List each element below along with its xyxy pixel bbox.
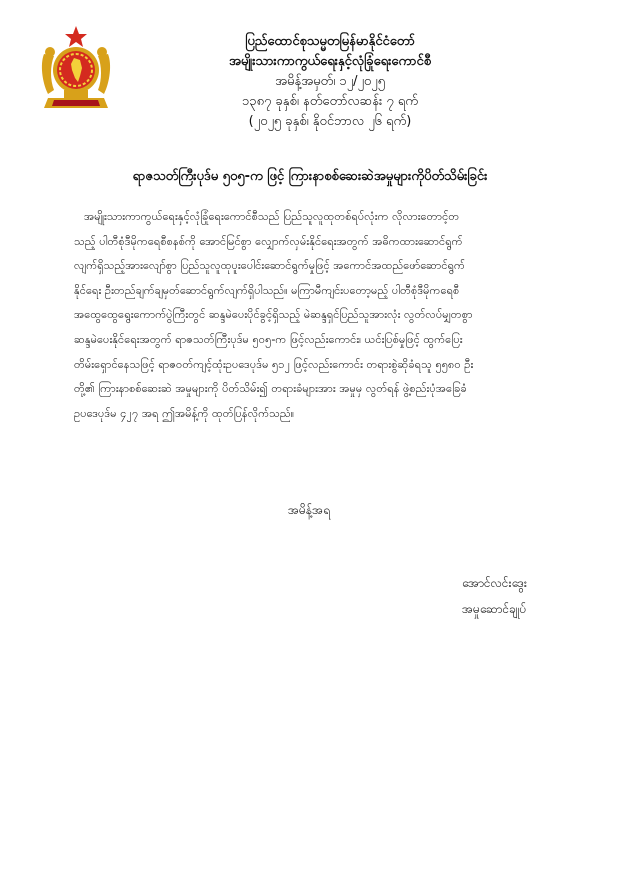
body-line: တိမ်းရှောင်နေသဖြင့် ရာဇဝတ်ကျင့်ထုံးဥပဒေပုဒ်မ ၅၁၂ ဖြင့်လည်းကောင်း တရားစွဲဆိုခံရသူ ၅၅၈၀ ဦး xyxy=(74,357,474,371)
myanmar-date: ၁၃၈၇ ခုနှစ်၊ နတ်တော်လဆန်း ၇ ရက် xyxy=(241,94,419,109)
body-line: ဥပဒေပုဒ်မ ၄၂၇ အရ ဤအမိန့်ကို ထုတ်ပြန်လိုက်သည်။ xyxy=(74,406,295,420)
document-title: ရာဇသတ်ကြီးပုဒ်မ ၅၀၅-က ဖြင့် ကြားနာစစ်ဆေးဆဲအမှုများကိုပိတ်သိမ်းခြင်း xyxy=(132,169,488,184)
body-line: လျက်ရှိသည့်အားလျော်စွာ ပြည်သူလူထုပူးပေါင်းဆောင်ရွက်မှုဖြင့် အကောင်အထည်ဖော်ဆောင်ရွက် xyxy=(74,259,465,273)
gregorian-date: (၂၀၂၅ ခုနှစ်၊ နိုဝင်ဘာလ ၂၆ ရက်) xyxy=(248,114,412,129)
order-body xyxy=(74,205,566,426)
body-line: အထွေထွေရွေးကောက်ပွဲကြီးတွင် ဆန္ဒမဲပေးပိုင်ခွင့်ရှိသည့် မဲဆန္ဒရှင်ပြည်သူအားလုံး လွတ်လပ်မျှတစွာ xyxy=(74,308,473,322)
state-seal-icon xyxy=(38,24,114,116)
state-name: ပြည်ထောင်စုသမ္မတမြန်မာနိုင်ငံတော် xyxy=(245,34,415,49)
body-line: သည့် ပါတီစုံဒီမိုကရေစီစနစ်ကို အောင်မြင်စွာ လျှောက်လှမ်းနိုင်ရေးအတွက် အဓိကထားဆောင်ရွက် xyxy=(74,234,463,248)
signer-title: အမှုဆောင်ချုပ် xyxy=(462,602,527,616)
body-line: အမျိုးသားကာကွယ်ရေးနှင့်လုံခြုံရေးကောင်စီသည် ပြည်သူလူထုတစ်ရပ်လုံးက လိုလားတောင့်တ xyxy=(84,210,460,223)
signature-block xyxy=(462,570,527,622)
body-line: ဆန္ဒမဲပေးနိုင်ရေးအတွက် ရာဇသတ်ကြီးပုဒ်မ ၅၀၅-က ဖြင့်လည်းကောင်း၊ ယင်းပြစ်မှုဖြင့် ထွက်ပြေး xyxy=(74,332,463,346)
body-line: တို့၏ ကြားနာစစ်ဆေးဆဲ အမှုများကို ပိတ်သိမ်း၍ တရားခံများအား အမှုမှ လွတ်ရန် ဖွဲ့စည်းပုံအခြေခံ xyxy=(74,382,467,396)
signer-name: အောင်လင်းဒွေး xyxy=(462,576,527,590)
council-name: အမျိုးသားကာကွယ်ရေးနှင့်လုံခြုံရေးကောင်စီ xyxy=(228,54,432,69)
order-number: အမိန့်အမှတ်၊ ၁၂/၂၀၂၅ xyxy=(275,74,385,89)
document-header xyxy=(120,32,540,132)
by-order-label: အမိန့်အရ xyxy=(288,503,330,517)
body-line: နိုင်ရေး ဦးတည်ချက်ချမှတ်ဆောင်ရွက်လျက်ရှိပါသည်။ မကြာမီကျင်းပတော့မည့် ပါတီစုံဒီမိုကရေစီ xyxy=(74,283,460,297)
